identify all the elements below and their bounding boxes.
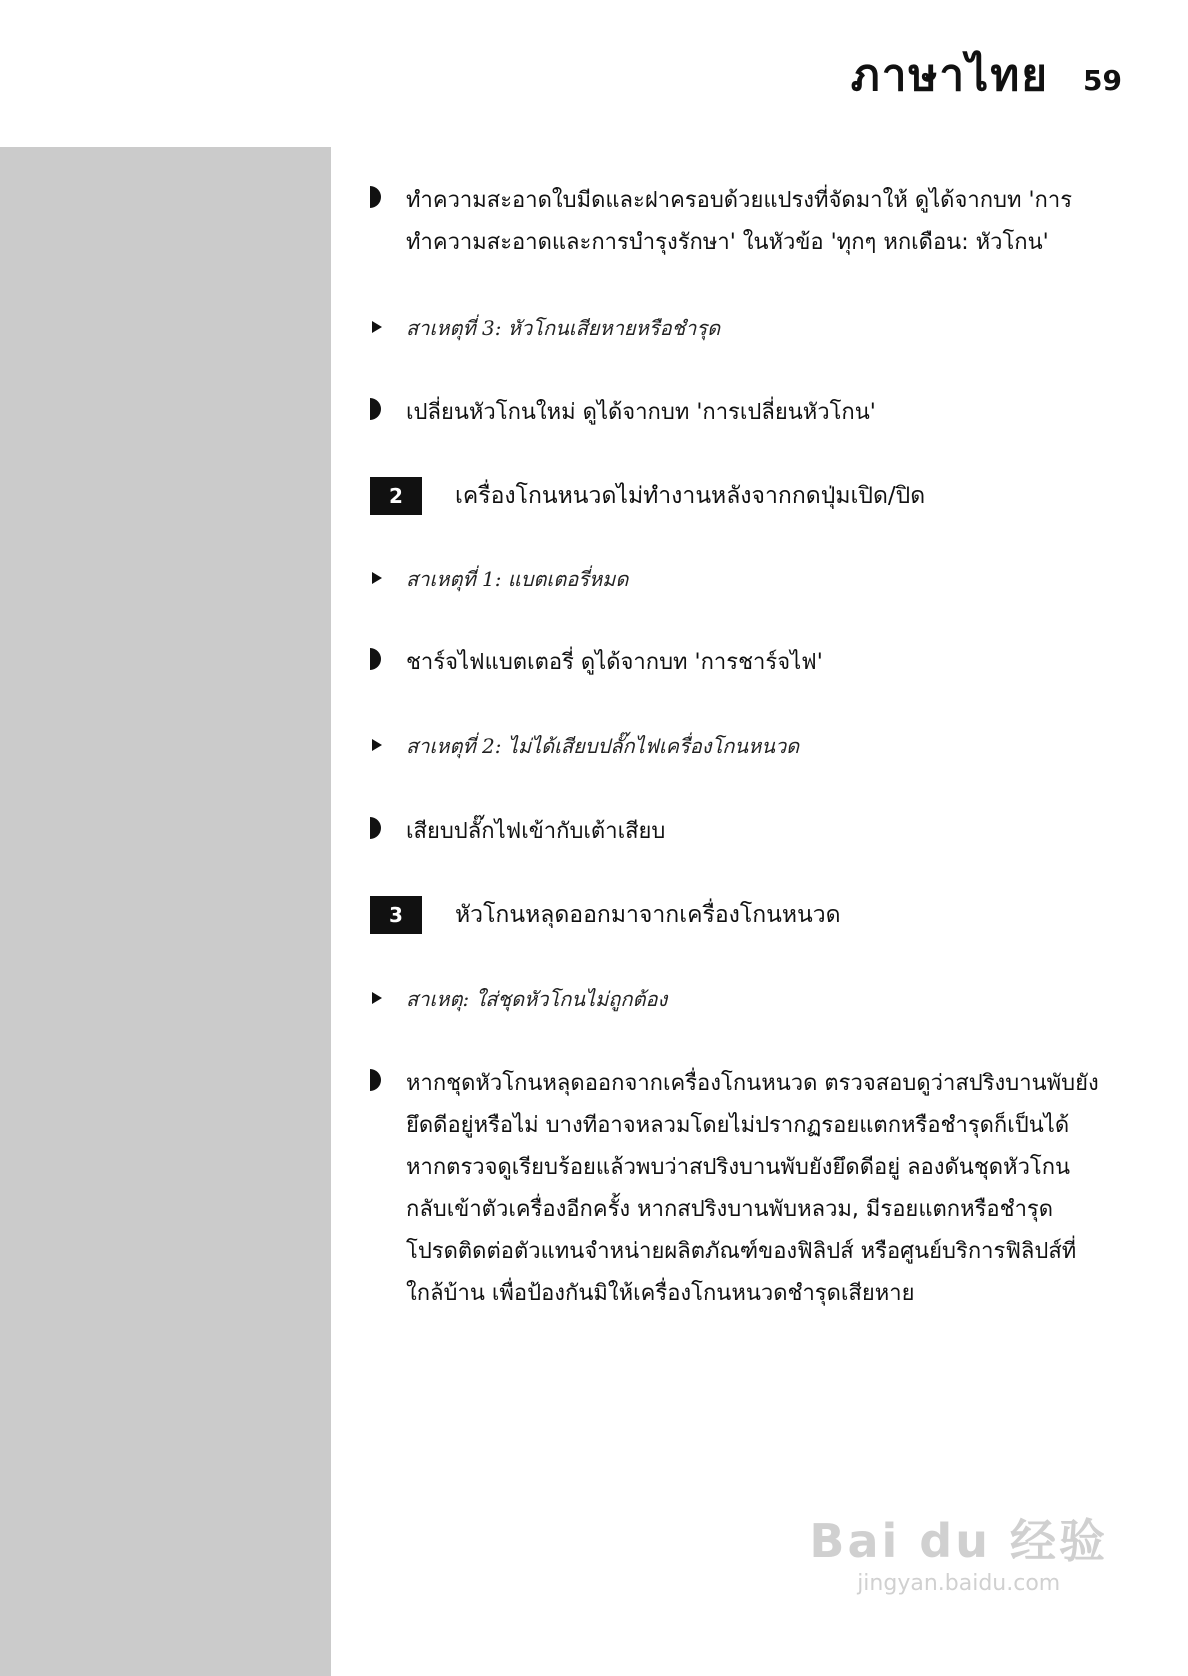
cause-item — [370, 983, 1110, 1015]
watermark-logo: Bai du 经验 — [809, 1514, 1108, 1568]
section-title: เครื่องโกนหนวดไม่ทำงานหลังจากกดปุ่มเปิด/ปิด — [455, 483, 926, 509]
half-circle-bullet-icon — [370, 817, 381, 839]
cause-item — [370, 312, 1110, 344]
triangle-bullet-icon — [372, 321, 382, 333]
watermark-url: jingyan.baidu.com — [857, 1571, 1061, 1596]
triangle-bullet-icon — [372, 739, 382, 751]
cause-item — [370, 730, 1110, 762]
section-title: หัวโกนหลุดออกมาจากเครื่องโกนหนวด — [455, 902, 841, 928]
cause-text: สาเหตุที่ 1: แบตเตอรี่หมด — [406, 567, 629, 591]
section-heading — [370, 477, 1110, 515]
section-number-badge: 3 — [370, 896, 422, 934]
instruction-text: เปลี่ยนหัวโกนใหม่ ดูได้จากบท 'การเปลี่ยนหัวโกน' — [406, 400, 876, 425]
triangle-bullet-icon — [372, 572, 382, 584]
instruction-item — [370, 642, 1110, 684]
half-circle-bullet-icon — [370, 648, 381, 670]
half-circle-bullet-icon — [370, 1069, 381, 1091]
instruction-text: ทำความสะอาดใบมีดและฝาครอบด้วยแปรงที่จัดมาให้ ดูได้จากบท 'การทำความสะอาดและการบำรุงรักษา' ในหัวข้อ 'ทุกๆ หกเดือน: หัวโกน' — [406, 188, 1073, 255]
instruction-text: หากชุดหัวโกนหลุดออกจากเครื่องโกนหนวด ตรวจสอบดูว่าสปริงบานพับยังยึดดีอยู่หรือไม่ บางทีอาจหลวมโดยไม่ปรากฏรอยแตกหรือชำรุดก็เป็นได้ หากตรวจดูเรียบร้อยแล้วพบว่าสปริงบานพับยังยึดดีอยู่ ลองดันชุดหัวโกนกลับเข้าตัวเครื่องอีกครั้ง หากสปริงบานพับหลวม, มีรอยแตกหรือชำรุด โปรดติดต่อตัวแทนจำหน่ายผลิตภัณฑ์ของฟิลิปส์ หรือศูนย์บริการฟิลิปส์ที่ใกล้บ้าน เพื่อป้องกันมิให้เครื่องโกนหนวดชำรุดเสียหาย — [406, 1071, 1099, 1306]
half-circle-bullet-icon — [370, 398, 381, 420]
instruction-text: เสียบปลั๊กไฟเข้ากับเต้าเสียบ — [406, 819, 666, 844]
language-title: ภาษาไทย — [850, 50, 1050, 101]
cause-item — [370, 563, 1110, 595]
cause-text: สาเหตุ: ใส่ชุดหัวโกนไม่ถูกต้อง — [406, 987, 668, 1011]
baidu-watermark — [809, 1505, 1108, 1596]
half-circle-bullet-icon — [370, 186, 381, 208]
cause-text: สาเหตุที่ 3: หัวโกนเสียหายหรือชำรุด — [406, 316, 721, 340]
instruction-item — [370, 392, 1110, 434]
gray-sidebar — [0, 147, 331, 1676]
page-number: 59 — [1083, 64, 1122, 97]
instruction-item — [370, 180, 1110, 264]
instruction-text: ชาร์จไฟแบตเตอรี่ ดูได้จากบท 'การชาร์จไฟ' — [406, 650, 823, 675]
cause-text: สาเหตุที่ 2: ไม่ได้เสียบปลั๊กไฟเครื่องโกนหนวด — [406, 734, 800, 758]
triangle-bullet-icon — [372, 992, 382, 1004]
section-number-badge: 2 — [370, 477, 422, 515]
page-header — [851, 40, 1122, 110]
instruction-item — [370, 1063, 1110, 1315]
instruction-item — [370, 811, 1110, 853]
section-heading — [370, 896, 1110, 934]
